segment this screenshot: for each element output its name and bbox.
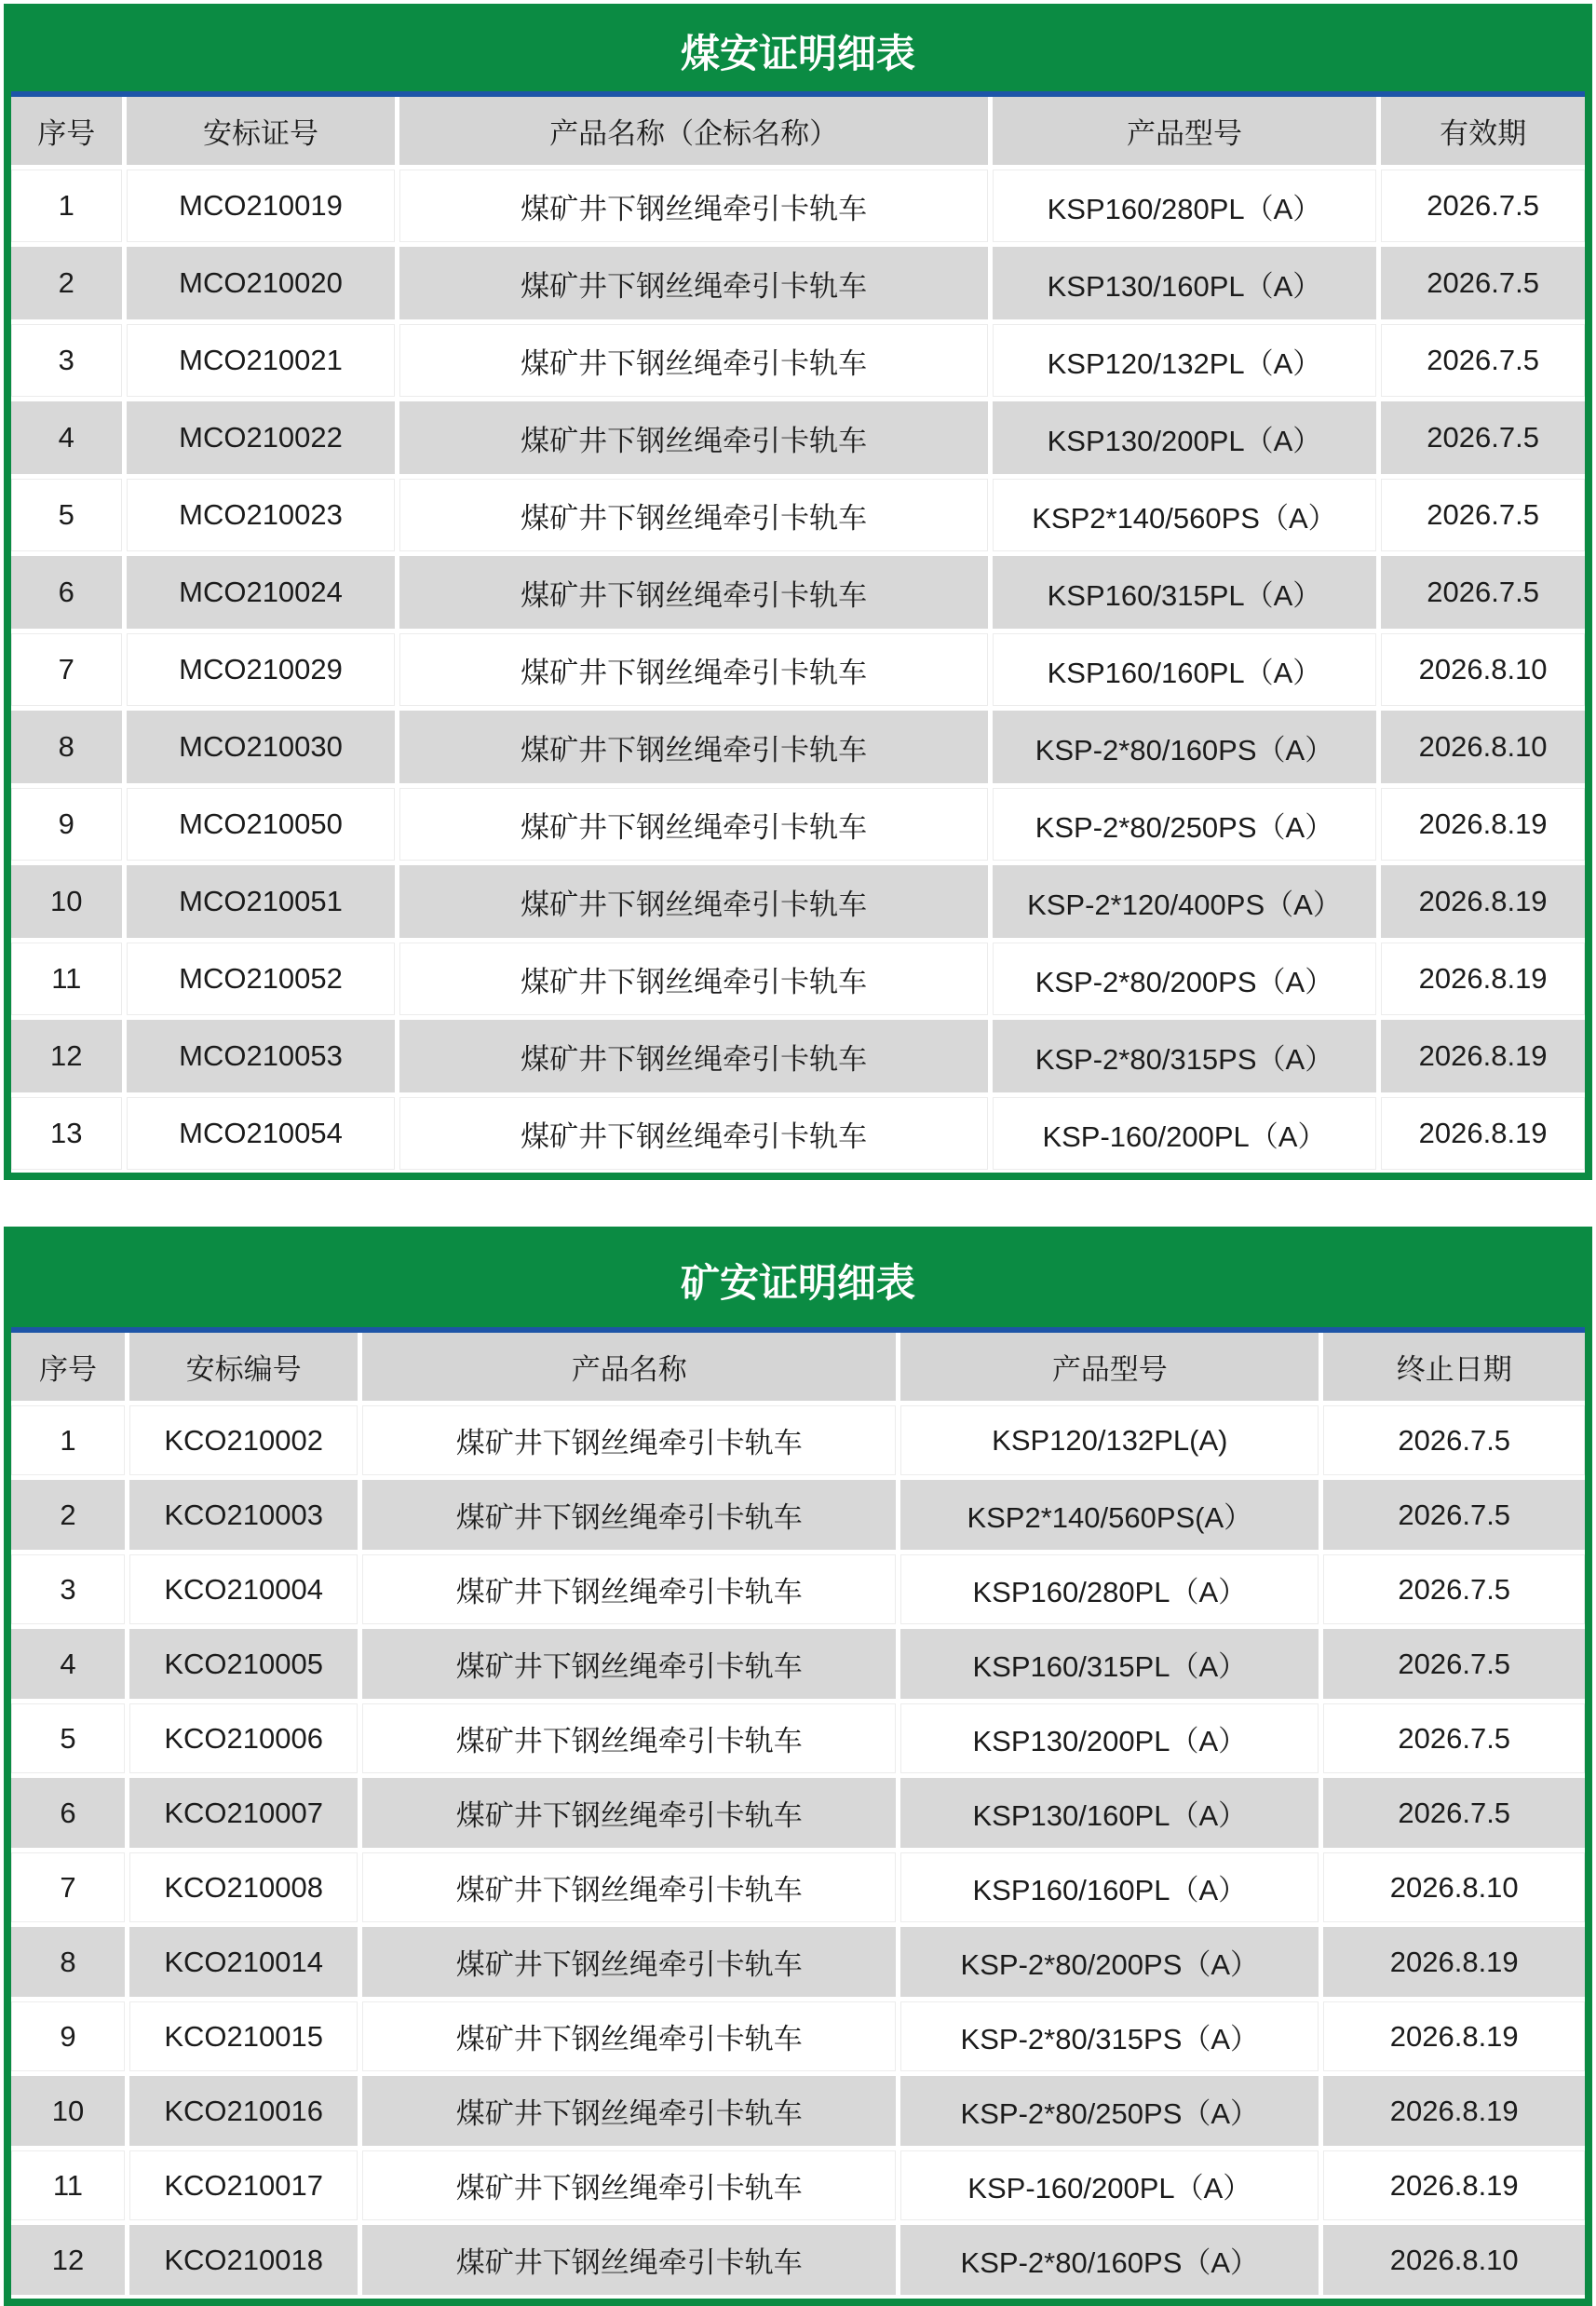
table-title: 矿安证明细表	[11, 1234, 1585, 1327]
table-cell: 12	[11, 2225, 125, 2295]
column-header: 有效期	[1381, 97, 1585, 165]
table-cell: 5	[11, 1703, 125, 1773]
table-cell: 2026.8.10	[1381, 633, 1585, 706]
table-row	[11, 556, 1585, 629]
table-cell: 煤矿井下钢丝绳牵引卡轨车	[362, 2001, 896, 2071]
table-cell: MCO210050	[127, 788, 396, 861]
table-cell: MCO210029	[127, 633, 396, 706]
table-cell: 13	[11, 1097, 122, 1170]
column-header: 产品型号	[900, 1333, 1319, 1401]
table-cell: 2026.8.19	[1323, 1927, 1585, 1997]
table-cell: KSP-160/200PL（A）	[900, 2150, 1319, 2220]
table-cell: MCO210052	[127, 943, 396, 1015]
column-header: 安标证号	[127, 97, 396, 165]
table-row	[11, 1554, 1585, 1624]
table-grid	[11, 1333, 1585, 2295]
table-cell: 煤矿井下钢丝绳牵引卡轨车	[362, 1480, 896, 1550]
table-cell: KCO210015	[129, 2001, 358, 2071]
table-cell: 2026.7.5	[1381, 324, 1585, 397]
table-cell: KSP120/132PL(A)	[900, 1405, 1319, 1475]
table-row	[11, 1405, 1585, 1475]
table-cell: KSP160/280PL（A）	[900, 1554, 1319, 1624]
table-row	[11, 943, 1585, 1015]
table-cell: 2026.7.5	[1381, 401, 1585, 474]
table-cell: 2	[11, 1480, 125, 1550]
table-cell: 5	[11, 479, 122, 551]
table-cell: KSP-2*80/200PS（A）	[993, 943, 1376, 1015]
header-row	[11, 1333, 1585, 1401]
table-cell: KSP-160/200PL（A）	[993, 1097, 1376, 1170]
table-cell: 9	[11, 2001, 125, 2071]
table-cell: MCO210021	[127, 324, 396, 397]
table-cell: KSP-2*80/160PS（A）	[900, 2225, 1319, 2295]
table-cell: KSP130/160PL（A）	[900, 1778, 1319, 1848]
table-cell: KCO210004	[129, 1554, 358, 1624]
table-cell: MCO210022	[127, 401, 396, 474]
table-cell: 煤矿井下钢丝绳牵引卡轨车	[399, 324, 987, 397]
table-cell: 煤矿井下钢丝绳牵引卡轨车	[362, 2225, 896, 2295]
table-cell: 6	[11, 1778, 125, 1848]
table-cell: 11	[11, 2150, 125, 2220]
table-cell: MCO210051	[127, 865, 396, 938]
table-cell: KSP-2*80/160PS（A）	[993, 711, 1376, 783]
table-row	[11, 1480, 1585, 1550]
table-cell: KSP160/315PL（A）	[900, 1629, 1319, 1699]
table-row	[11, 1020, 1585, 1092]
column-header: 序号	[11, 97, 122, 165]
table-row	[11, 2076, 1585, 2146]
table-cell: KSP160/280PL（A）	[993, 170, 1376, 242]
table-cell: 2	[11, 247, 122, 319]
certificate-table	[11, 1333, 1585, 2295]
table-cell: 9	[11, 788, 122, 861]
table-cell: 煤矿井下钢丝绳牵引卡轨车	[399, 247, 987, 319]
table-row	[11, 1852, 1585, 1922]
table-cell: 3	[11, 1554, 125, 1624]
table-row	[11, 2001, 1585, 2071]
table-cell: KCO210018	[129, 2225, 358, 2295]
table-cell: 2026.8.19	[1381, 865, 1585, 938]
table-cell: 2026.7.5	[1323, 1778, 1585, 1848]
table-cell: 煤矿井下钢丝绳牵引卡轨车	[399, 170, 987, 242]
table-cell: 2026.7.5	[1323, 1554, 1585, 1624]
table-cell: KCO210007	[129, 1778, 358, 1848]
table-cell: KSP-2*80/200PS（A）	[900, 1927, 1319, 1997]
table-cell: KCO210006	[129, 1703, 358, 1773]
mine-safety-certificate-table-card	[4, 1227, 1592, 2306]
table-cell: 2026.7.5	[1323, 1703, 1585, 1773]
table-cell: KSP130/160PL（A）	[993, 247, 1376, 319]
table-cell: KSP2*140/560PS(A）	[900, 1480, 1319, 1550]
table-cell: 10	[11, 2076, 125, 2146]
table-cell: 煤矿井下钢丝绳牵引卡轨车	[362, 1629, 896, 1699]
table-cell: KCO210017	[129, 2150, 358, 2220]
table-row	[11, 711, 1585, 783]
table-grid	[11, 97, 1585, 1170]
table-cell: 1	[11, 170, 122, 242]
table-row	[11, 2225, 1585, 2295]
table-cell: 煤矿井下钢丝绳牵引卡轨车	[399, 556, 987, 629]
table-cell: MCO210053	[127, 1020, 396, 1092]
table-cell: 煤矿井下钢丝绳牵引卡轨车	[399, 479, 987, 551]
table-cell: 12	[11, 1020, 122, 1092]
column-header: 产品名称	[362, 1333, 896, 1401]
table-cell: KSP-2*80/250PS（A）	[900, 2076, 1319, 2146]
table-cell: 2026.7.5	[1381, 556, 1585, 629]
table-row	[11, 1927, 1585, 1997]
table-cell: KSP160/160PL（A）	[993, 633, 1376, 706]
table-cell: 煤矿井下钢丝绳牵引卡轨车	[362, 1778, 896, 1848]
table-cell: 煤矿井下钢丝绳牵引卡轨车	[362, 1703, 896, 1773]
table-cell: KSP-2*80/315PS（A）	[900, 2001, 1319, 2071]
table-row	[11, 1703, 1585, 1773]
table-cell: KSP-2*80/250PS（A）	[993, 788, 1376, 861]
table-cell: 4	[11, 1629, 125, 1699]
column-header: 序号	[11, 1333, 125, 1401]
table-cell: 2026.7.5	[1323, 1480, 1585, 1550]
table-row	[11, 401, 1585, 474]
table-cell: 7	[11, 1852, 125, 1922]
column-header: 产品名称（企标名称）	[399, 97, 987, 165]
table-cell: 2026.7.5	[1381, 170, 1585, 242]
table-cell: 煤矿井下钢丝绳牵引卡轨车	[399, 711, 987, 783]
table-row	[11, 247, 1585, 319]
table-cell: KSP-2*80/315PS（A）	[993, 1020, 1376, 1092]
table-cell: MCO210023	[127, 479, 396, 551]
table-cell: 煤矿井下钢丝绳牵引卡轨车	[362, 1405, 896, 1475]
table-cell: KCO210008	[129, 1852, 358, 1922]
table-cell: KSP-2*120/400PS（A）	[993, 865, 1376, 938]
table-cell: 煤矿井下钢丝绳牵引卡轨车	[399, 865, 987, 938]
table-cell: 煤矿井下钢丝绳牵引卡轨车	[399, 401, 987, 474]
table-cell: 煤矿井下钢丝绳牵引卡轨车	[399, 1097, 987, 1170]
table-cell: KCO210002	[129, 1405, 358, 1475]
table-cell: 煤矿井下钢丝绳牵引卡轨车	[362, 1852, 896, 1922]
table-cell: KSP160/315PL（A）	[993, 556, 1376, 629]
table-cell: MCO210024	[127, 556, 396, 629]
table-row	[11, 1778, 1585, 1848]
table-row	[11, 788, 1585, 861]
table-row	[11, 633, 1585, 706]
table-cell: KSP130/200PL（A）	[993, 401, 1376, 474]
table-title: 煤安证明细表	[11, 11, 1585, 91]
table-cell: KCO210014	[129, 1927, 358, 1997]
table-cell: 8	[11, 711, 122, 783]
table-cell: 8	[11, 1927, 125, 1997]
table-row	[11, 479, 1585, 551]
table-cell: MCO210020	[127, 247, 396, 319]
table-cell: 6	[11, 556, 122, 629]
table-cell: 10	[11, 865, 122, 938]
table-cell: 煤矿井下钢丝绳牵引卡轨车	[399, 1020, 987, 1092]
table-cell: 煤矿井下钢丝绳牵引卡轨车	[362, 1927, 896, 1997]
table-cell: KSP2*140/560PS（A）	[993, 479, 1376, 551]
table-row	[11, 2150, 1585, 2220]
table-cell: 煤矿井下钢丝绳牵引卡轨车	[399, 788, 987, 861]
table-cell: MCO210030	[127, 711, 396, 783]
table-cell: 11	[11, 943, 122, 1015]
certificate-table	[11, 97, 1585, 1170]
table-cell: 2026.7.5	[1381, 479, 1585, 551]
table-cell: 2026.8.19	[1323, 2001, 1585, 2071]
table-cell: 2026.8.19	[1323, 2150, 1585, 2220]
table-cell: MCO210054	[127, 1097, 396, 1170]
table-cell: 2026.8.19	[1381, 788, 1585, 861]
table-cell: 4	[11, 401, 122, 474]
table-cell: 2026.8.19	[1381, 943, 1585, 1015]
column-header: 产品型号	[993, 97, 1376, 165]
table-cell: 3	[11, 324, 122, 397]
table-cell: 2026.8.19	[1381, 1020, 1585, 1092]
table-cell: 7	[11, 633, 122, 706]
table-cell: KSP130/200PL（A）	[900, 1703, 1319, 1773]
table-cell: 2026.7.5	[1381, 247, 1585, 319]
table-row	[11, 1629, 1585, 1699]
column-header: 安标编号	[129, 1333, 358, 1401]
table-row	[11, 865, 1585, 938]
header-row	[11, 97, 1585, 165]
table-cell: 2026.7.5	[1323, 1629, 1585, 1699]
table-cell: KSP160/160PL（A）	[900, 1852, 1319, 1922]
table-cell: 煤矿井下钢丝绳牵引卡轨车	[362, 2150, 896, 2220]
column-header: 终止日期	[1323, 1333, 1585, 1401]
table-cell: KCO210003	[129, 1480, 358, 1550]
table-row	[11, 1097, 1585, 1170]
table-cell: 2026.8.10	[1323, 2225, 1585, 2295]
table-cell: 2026.7.5	[1323, 1405, 1585, 1475]
table-cell: 煤矿井下钢丝绳牵引卡轨车	[399, 943, 987, 1015]
table-cell: KCO210016	[129, 2076, 358, 2146]
table-cell: KCO210005	[129, 1629, 358, 1699]
table-row	[11, 170, 1585, 242]
table-cell: 煤矿井下钢丝绳牵引卡轨车	[399, 633, 987, 706]
table-cell: MCO210019	[127, 170, 396, 242]
table-cell: 2026.8.19	[1323, 2076, 1585, 2146]
table-row	[11, 324, 1585, 397]
table-cell: 煤矿井下钢丝绳牵引卡轨车	[362, 2076, 896, 2146]
table-cell: 煤矿井下钢丝绳牵引卡轨车	[362, 1554, 896, 1624]
coal-safety-certificate-table-card	[4, 4, 1592, 1180]
table-cell: 2026.8.10	[1323, 1852, 1585, 1922]
table-cell: 2026.8.10	[1381, 711, 1585, 783]
table-cell: KSP120/132PL（A）	[993, 324, 1376, 397]
table-cell: 1	[11, 1405, 125, 1475]
table-cell: 2026.8.19	[1381, 1097, 1585, 1170]
